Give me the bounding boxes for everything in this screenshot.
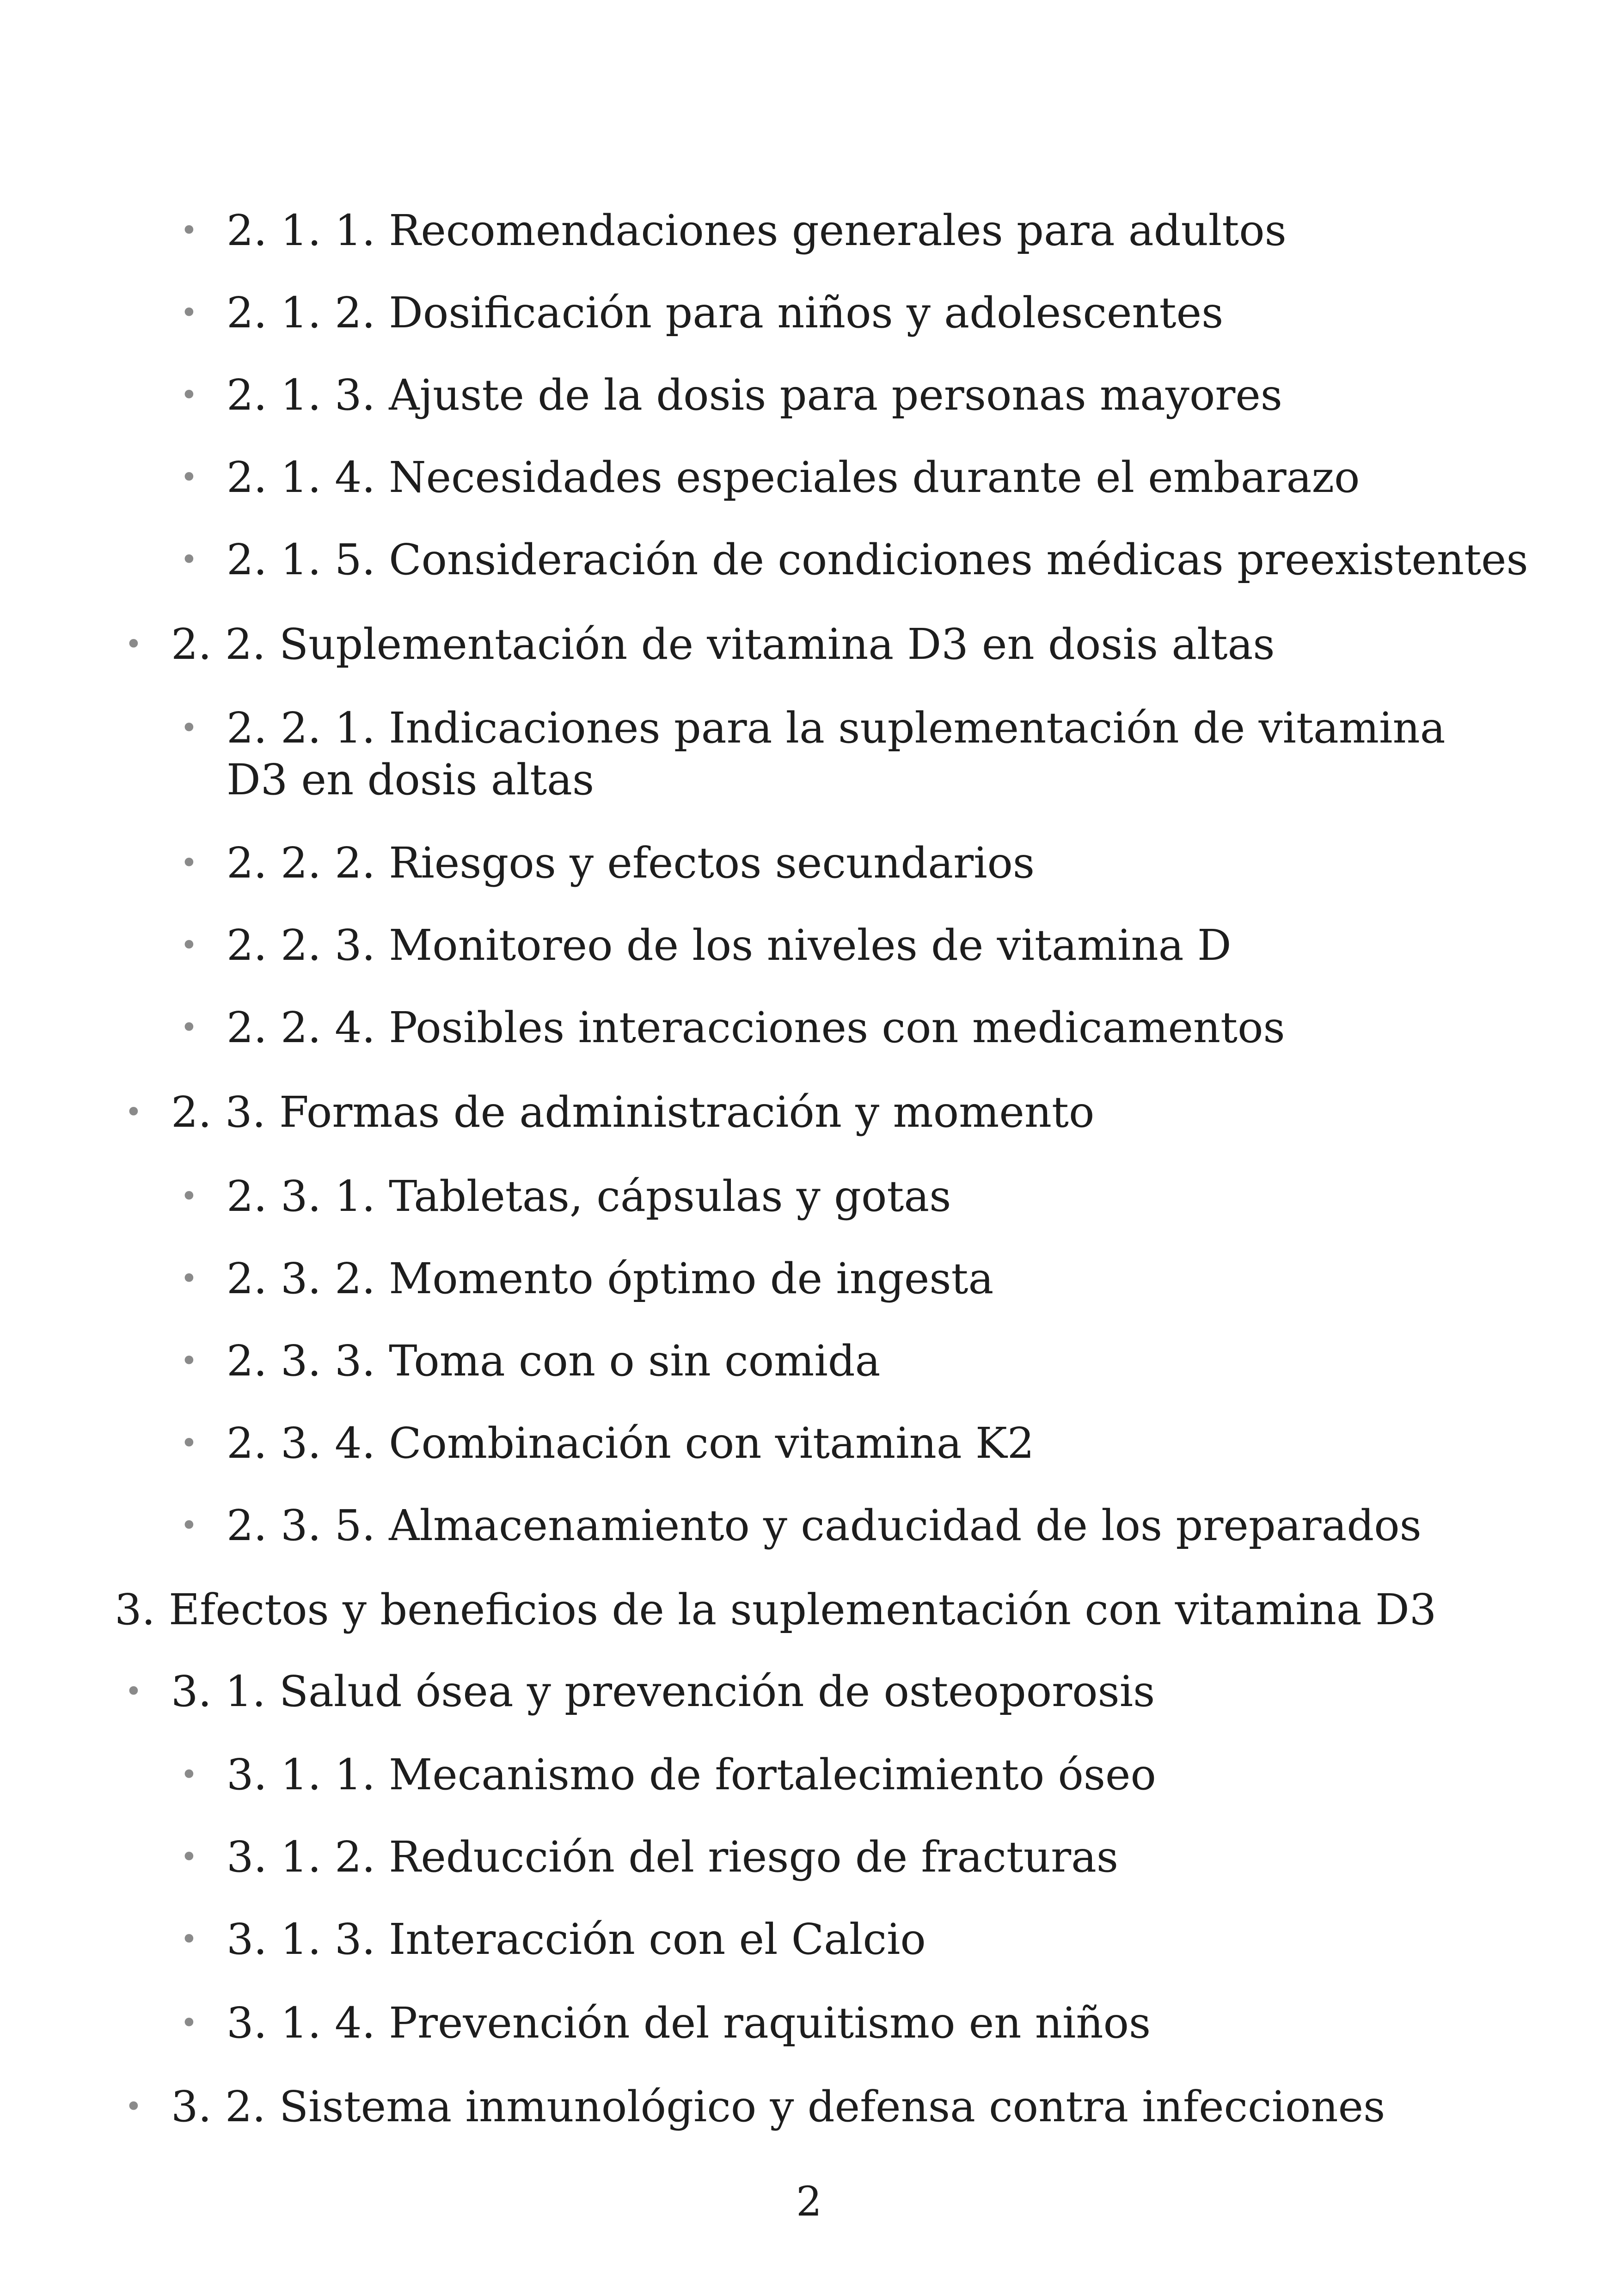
bullet-icon: • — [125, 1095, 142, 1130]
toc-entry-text: 3. 1. 2. Reducción del riesgo de fracturas — [227, 1832, 1119, 1882]
bullet-icon: • — [180, 1344, 198, 1378]
toc-entry-text: 2. 1. 5. Consideración de condiciones médicas preexistentes — [227, 535, 1528, 584]
toc-heading-text: 3. Efectos y beneficios de la suplementación con vitamina D3 — [115, 1585, 1437, 1634]
bullet-icon: • — [180, 296, 198, 330]
toc-entry-text: 3. 2. Sistema inmunológico y defensa contra infecciones — [171, 2082, 1385, 2131]
toc-entry-text: 2. 3. 1. Tabletas, cápsulas y gotas — [227, 1172, 951, 1221]
bullet-icon: • — [180, 711, 198, 745]
bullet-icon: • — [180, 1758, 198, 1792]
toc-entry-text: 3. 1. 4. Prevención del raquitismo en niños — [227, 1998, 1151, 2048]
toc-entry-text: 2. 1. 2. Dosificación para niños y adolescentes — [227, 288, 1224, 338]
toc-entry-text: 2. 1. 4. Necesidades especiales durante el embarazo — [227, 453, 1360, 502]
toc-entry-text: 3. 1. 1. Mecanismo de fortalecimiento óseo — [227, 1750, 1156, 1799]
toc-entry-text: 2. 1. 3. Ajuste de la dosis para personas mayores — [227, 370, 1283, 420]
bullet-icon: • — [180, 846, 198, 880]
toc-entry-text: 3. 1. 3. Interacción con el Calcio — [227, 1915, 926, 1964]
toc-entry-text: 3. 1. Salud ósea y prevención de osteoporosis — [171, 1667, 1155, 1716]
toc-entry-text: 2. 2. 1. Indicaciones para la suplementación de vitamina D3 en dosis altas — [227, 703, 1446, 804]
bullet-icon: • — [125, 1675, 142, 1709]
toc-entry-text: 2. 2. 2. Riesgos y efectos secundarios — [227, 838, 1035, 888]
bullet-icon: • — [180, 1011, 198, 1045]
toc-entry-text: 2. 3. 5. Almacenamiento y caducidad de los preparados — [227, 1501, 1422, 1550]
bullet-icon: • — [125, 2090, 142, 2124]
toc-entry-text: 2. 2. Suplementación de vitamina D3 en dosis altas — [171, 620, 1275, 669]
toc-entry-text: 2. 3. 2. Momento óptimo de ingesta — [227, 1254, 994, 1303]
toc-entry-text: 2. 2. 3. Monitoreo de los niveles de vitamina D — [227, 921, 1232, 970]
bullet-icon: • — [180, 1262, 198, 1296]
bullet-icon: • — [180, 1922, 198, 1957]
bullet-icon: • — [180, 378, 198, 412]
bullet-icon: • — [180, 2006, 198, 2040]
bullet-icon: • — [180, 1179, 198, 1214]
page-number: 2 — [796, 2178, 822, 2225]
bullet-icon: • — [180, 928, 198, 963]
bullet-icon: • — [180, 1509, 198, 1543]
bullet-icon: • — [180, 1426, 198, 1461]
bullet-icon: • — [125, 627, 142, 662]
toc-entry-text: 2. 2. 4. Posibles interacciones con medicamentos — [227, 1003, 1285, 1052]
bullet-icon: • — [180, 543, 198, 577]
toc-entry-text: 2. 1. 1. Recomendaciones generales para adultos — [227, 206, 1287, 255]
toc-entry-text: 2. 3. Formas de administración y momento — [171, 1087, 1095, 1137]
toc-entry-text: 2. 3. 3. Toma con o sin comida — [227, 1336, 881, 1386]
bullet-icon: • — [180, 214, 198, 248]
bullet-icon: • — [180, 1840, 198, 1874]
toc-entry-text: 2. 3. 4. Combinación con vitamina K2 — [227, 1418, 1035, 1468]
bullet-icon: • — [180, 460, 198, 495]
